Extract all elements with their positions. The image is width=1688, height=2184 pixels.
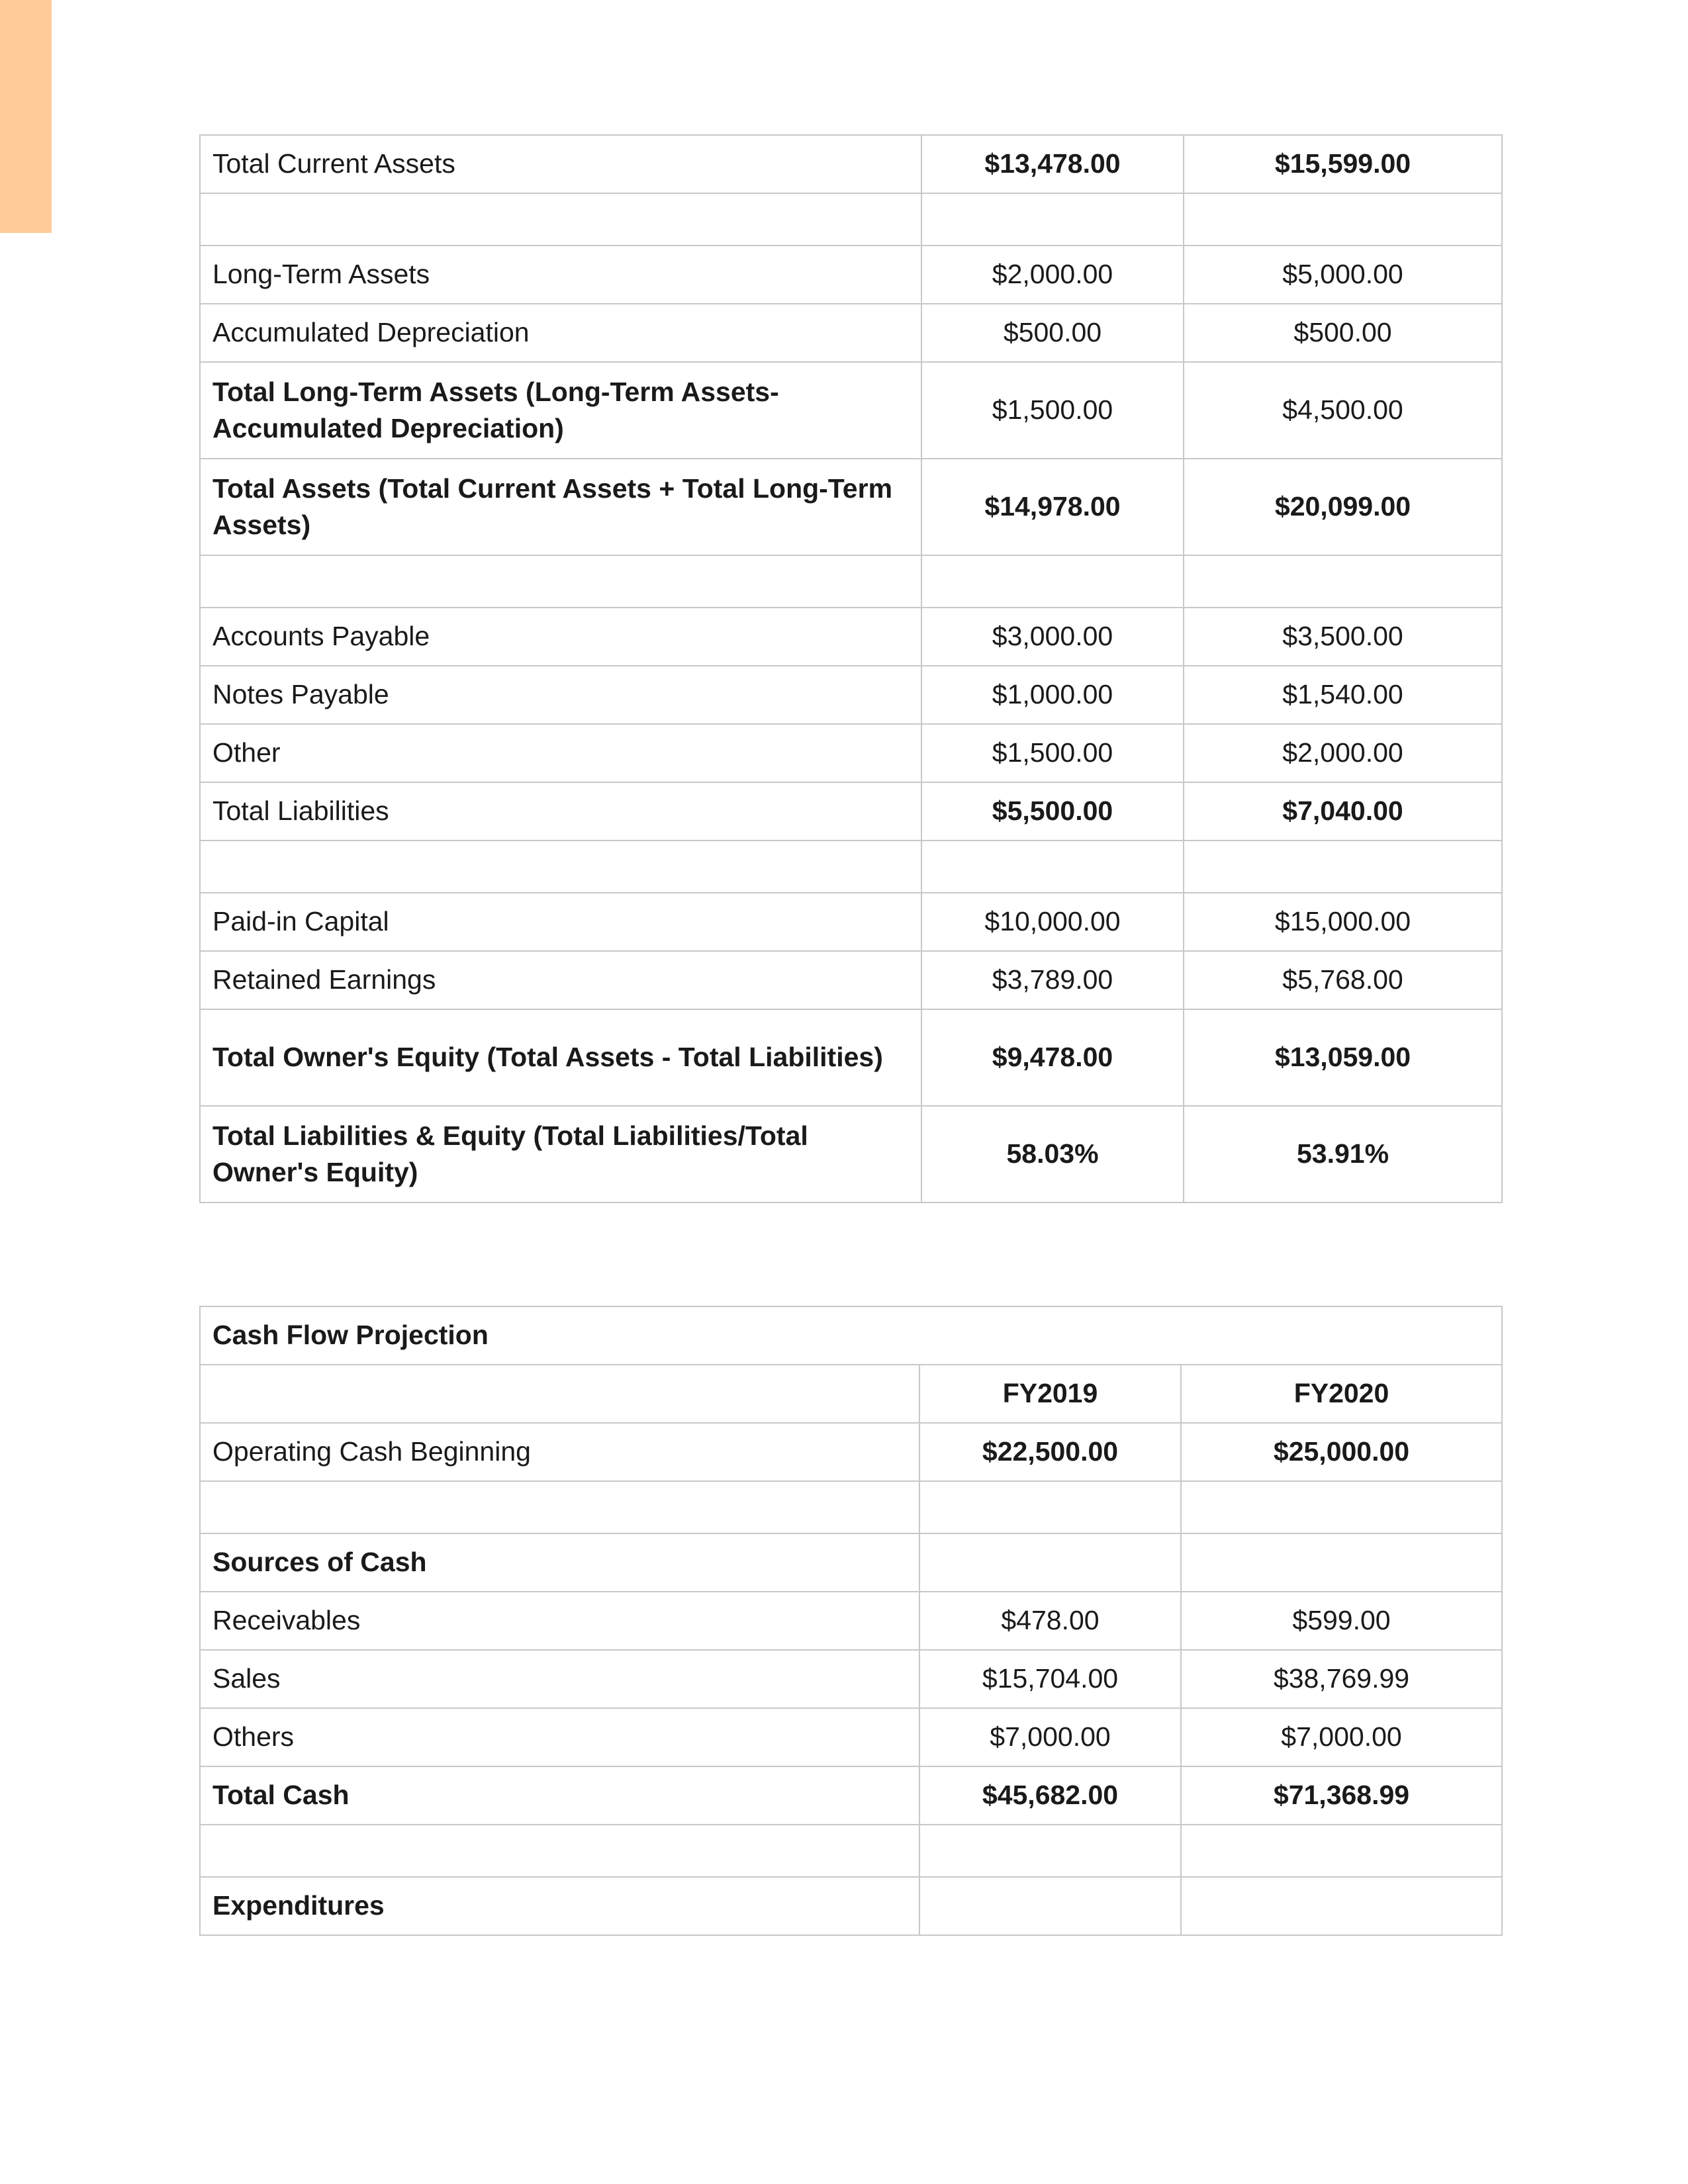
row-value-1: $13,478.00: [921, 135, 1184, 193]
balance-sheet-table: [199, 134, 1503, 1203]
table-row: [200, 246, 1502, 304]
row-value-1: $1,500.00: [921, 362, 1184, 459]
row-value-1: $478.00: [919, 1592, 1181, 1650]
table-row: [200, 1533, 1502, 1592]
row-value-1: $3,000.00: [921, 608, 1184, 666]
row-label: Receivables: [200, 1592, 919, 1650]
row-label: [200, 841, 921, 893]
table-row: [200, 1009, 1502, 1106]
row-label: [200, 193, 921, 246]
row-value-1: [919, 1533, 1181, 1592]
table-row: [200, 555, 1502, 608]
row-value-1: $7,000.00: [919, 1708, 1181, 1766]
row-value-1: [921, 193, 1184, 246]
row-label: [200, 1481, 919, 1533]
row-value-1: $10,000.00: [921, 893, 1184, 951]
row-value-2: $7,040.00: [1184, 782, 1502, 841]
row-value-1: $1,500.00: [921, 724, 1184, 782]
table-row: [200, 782, 1502, 841]
row-label: Total Liabilities: [200, 782, 921, 841]
header-empty-cell: [200, 1365, 919, 1423]
table-row: [200, 1766, 1502, 1825]
row-value-1: [919, 1825, 1181, 1877]
side-tab: [0, 0, 52, 233]
table-row: [200, 951, 1502, 1009]
row-value-2: [1181, 1533, 1502, 1592]
row-label: [200, 1825, 919, 1877]
row-label: Retained Earnings: [200, 951, 921, 1009]
row-value-2: $7,000.00: [1181, 1708, 1502, 1766]
row-label: Total Cash: [200, 1766, 919, 1825]
row-value-1: $2,000.00: [921, 246, 1184, 304]
row-value-2: $5,000.00: [1184, 246, 1502, 304]
table-row: [200, 1106, 1502, 1203]
row-value-2: [1181, 1877, 1502, 1935]
row-value-2: $15,000.00: [1184, 893, 1502, 951]
cash-flow-table: [199, 1306, 1503, 1936]
year-header-2: FY2020: [1181, 1365, 1502, 1423]
row-label: Total Liabilities & Equity (Total Liabilities/Total Owner's Equity): [200, 1106, 921, 1203]
row-label: Accumulated Depreciation: [200, 304, 921, 362]
row-value-2: $38,769.99: [1181, 1650, 1502, 1708]
row-label: Operating Cash Beginning: [200, 1423, 919, 1481]
row-label: Sources of Cash: [200, 1533, 919, 1592]
table-row: [200, 893, 1502, 951]
row-label: Accounts Payable: [200, 608, 921, 666]
row-label: Total Long-Term Assets (Long-Term Assets-Accumulated Depreciation): [200, 362, 921, 459]
table-row: [200, 724, 1502, 782]
table-row: [200, 1592, 1502, 1650]
row-value-2: $20,099.00: [1184, 459, 1502, 555]
row-value-2: $500.00: [1184, 304, 1502, 362]
table-header-row: [200, 1365, 1502, 1423]
row-value-1: $9,478.00: [921, 1009, 1184, 1106]
row-value-2: [1181, 1825, 1502, 1877]
row-label: Notes Payable: [200, 666, 921, 724]
row-value-1: $45,682.00: [919, 1766, 1181, 1825]
row-value-1: $5,500.00: [921, 782, 1184, 841]
table-row: [200, 135, 1502, 193]
row-label: Other: [200, 724, 921, 782]
row-value-2: 53.91%: [1184, 1106, 1502, 1203]
row-value-1: $14,978.00: [921, 459, 1184, 555]
row-label: Long-Term Assets: [200, 246, 921, 304]
row-value-2: $2,000.00: [1184, 724, 1502, 782]
row-label: Sales: [200, 1650, 919, 1708]
row-value-2: $3,500.00: [1184, 608, 1502, 666]
row-value-2: [1184, 841, 1502, 893]
row-value-1: [921, 555, 1184, 608]
row-value-1: $15,704.00: [919, 1650, 1181, 1708]
table-row: [200, 362, 1502, 459]
row-value-2: $71,368.99: [1181, 1766, 1502, 1825]
year-header-1: FY2019: [919, 1365, 1181, 1423]
row-value-2: $5,768.00: [1184, 951, 1502, 1009]
row-value-2: [1184, 555, 1502, 608]
table-row: [200, 1825, 1502, 1877]
row-label: Expenditures: [200, 1877, 919, 1935]
row-value-2: $15,599.00: [1184, 135, 1502, 193]
table-row: [200, 608, 1502, 666]
row-label: [200, 555, 921, 608]
row-value-2: $1,540.00: [1184, 666, 1502, 724]
table-row: [200, 1708, 1502, 1766]
row-value-1: $22,500.00: [919, 1423, 1181, 1481]
row-value-1: $3,789.00: [921, 951, 1184, 1009]
row-label: Others: [200, 1708, 919, 1766]
row-label: Paid-in Capital: [200, 893, 921, 951]
row-value-2: $25,000.00: [1181, 1423, 1502, 1481]
row-value-1: $1,000.00: [921, 666, 1184, 724]
table-row: [200, 1423, 1502, 1481]
table-row: [200, 459, 1502, 555]
table-row: [200, 193, 1502, 246]
table-row: [200, 1877, 1502, 1935]
table-title-row: [200, 1306, 1502, 1365]
row-value-2: $4,500.00: [1184, 362, 1502, 459]
row-value-2: $599.00: [1181, 1592, 1502, 1650]
table-row: [200, 1481, 1502, 1533]
row-value-2: [1181, 1481, 1502, 1533]
row-label: Total Assets (Total Current Assets + Total Long-Term Assets): [200, 459, 921, 555]
table-row: [200, 304, 1502, 362]
table-row: [200, 1650, 1502, 1708]
row-value-2: $13,059.00: [1184, 1009, 1502, 1106]
row-label: Total Owner's Equity (Total Assets - Total Liabilities): [200, 1009, 921, 1106]
cash-flow-title: Cash Flow Projection: [200, 1306, 1502, 1365]
row-value-1: [919, 1877, 1181, 1935]
row-value-2: [1184, 193, 1502, 246]
row-label: Total Current Assets: [200, 135, 921, 193]
row-value-1: 58.03%: [921, 1106, 1184, 1203]
row-value-1: $500.00: [921, 304, 1184, 362]
row-value-1: [919, 1481, 1181, 1533]
table-row: [200, 666, 1502, 724]
row-value-1: [921, 841, 1184, 893]
table-row: [200, 841, 1502, 893]
